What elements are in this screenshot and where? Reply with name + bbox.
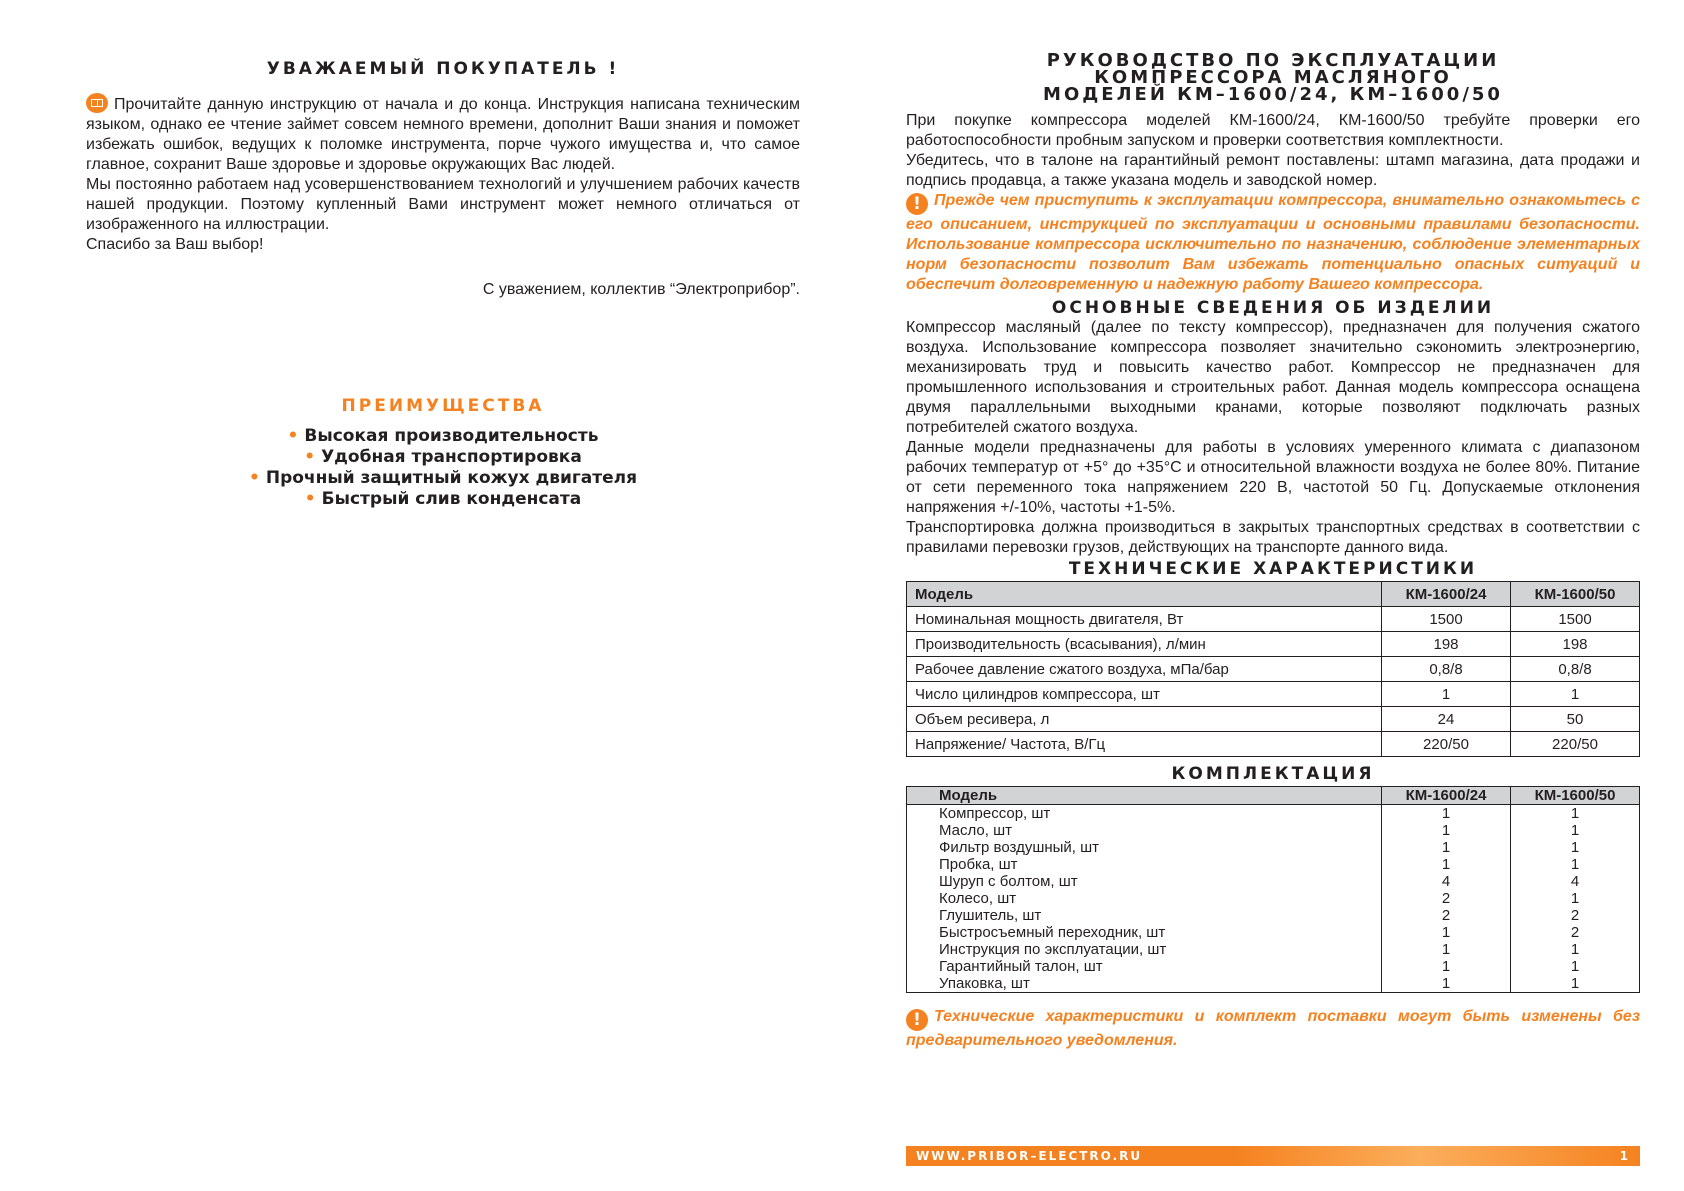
intro-paragraph: Прочитайте данную инструкцию от начала и до конца. Инструкция написана техническим языком, однако ее чтение займет совсем немного времени, дополнит Ваши знания и поможет избежать ошибок, ведущих к поломке инструмента, порче чужого имущества и, что самое главное, сохранит Ваше здоровье и здоровье окружающих Вас людей. [86, 96, 800, 173]
advantages-list [86, 426, 800, 510]
title-line: МОДЕЛЕЙ КМ–1600/24, КМ–1600/50 [1043, 84, 1503, 105]
table-row: Компрессор, шт 1 1 [907, 805, 1640, 823]
manual-title [906, 52, 1640, 103]
table-row: Номинальная мощность двигателя, Вт 1500 1500 [907, 607, 1640, 632]
table-row: Шуруп с болтом, шт 4 4 [907, 873, 1640, 890]
greeting-title: УВАЖАЕМЫЙ ПОКУПАТЕЛЬ ! [266, 59, 620, 79]
table-row: Упаковка, шт 1 1 [907, 975, 1640, 993]
change-notice: Технические характеристики и комплект поставки могут быть изменены без предварительного уведомления. [906, 1008, 1640, 1049]
footer-url[interactable]: WWW.PRIBOR–ELECTRO.RU [916, 1149, 1143, 1163]
table-row: Пробка, шт 1 1 [907, 856, 1640, 873]
footer-bar [906, 1146, 1640, 1166]
basics-paragraph-1: Компрессор масляный (далее по тексту компрессор), предназначен для получения сжатого воздуха. Использование компрессора позволяет значительно сэкономить электроэнергию, механизировать труд и повысить качество работ. Компрессор не предназначен для промышленного использования и строительных работ. Данная модель компрессора оснащена двумя параллельными выходными кранами, которые позволяют подключать разных потребителей сжатого воздуха. [906, 319, 1640, 436]
basics-paragraph-3: Транспортировка должна производиться в закрытых транспортных средствах в соответствии с правилами перевозки грузов, действующих на транспорте данного вида. [906, 519, 1640, 556]
table-row: Производительность (всасывания), л/мин 198 198 [907, 632, 1640, 657]
table-row: Быстросъемный переходник, шт 1 2 [907, 924, 1640, 941]
title-line: РУКОВОДСТВО ПО ЭКСПЛУАТАЦИИ [1046, 50, 1500, 71]
specs-table [906, 581, 1640, 757]
kit-table [906, 786, 1640, 993]
advantage-item: • Высокая производительность [287, 426, 599, 446]
basics-paragraph-2: Данные модели предназначены для работы в условиях умеренного климата с диапазоном рабочих температур от +5° до +35°С и относительной влажности воздуха не более 80%. Питание от сети переменного тока напряжением 220 В, частотой 50 Гц. Допускаемые отклонения напряжения +/-10%, частоты +1-5%. [906, 439, 1640, 516]
table-header-row: Модель КМ-1600/24 КМ-1600/50 [907, 787, 1640, 805]
page-number: 1 [1619, 1149, 1630, 1163]
signature: С уважением, коллектив “Электроприбор”. [482, 281, 800, 298]
basics-title: ОСНОВНЫЕ СВЕДЕНИЯ ОБ ИЗДЕЛИИ [1051, 298, 1495, 318]
warning-icon: ! [906, 193, 928, 215]
intro-block [86, 93, 800, 175]
table-row: Число цилиндров компрессора, шт 1 1 [907, 682, 1640, 707]
kit-title: КОМПЛЕКТАЦИЯ [1171, 764, 1375, 784]
warranty-paragraph: Убедитесь, что в талоне на гарантийный ремонт поставлены: штамп магазина, дата продажи и подпись продавца, а также указана модель и заводской номер. [906, 152, 1640, 189]
improvement-paragraph: Мы постоянно работаем над усовершенствованием технологий и улучшением рабочих качеств нашей продукции. Поэтому купленный Вами инструмент может немного отличаться от изображенного на иллюстрации. [86, 176, 800, 233]
advantage-item: • Удобная транспортировка [304, 447, 582, 467]
book-icon [86, 93, 108, 113]
title-line: КОМПРЕССОРА МАСЛЯНОГО [1094, 67, 1452, 88]
purchase-paragraph: При покупке компрессора моделей КМ-1600/24, КМ-1600/50 требуйте проверки его работоспособности пробным запуском и проверки соответствия комплектности. [906, 112, 1640, 149]
table-row: Рабочее давление сжатого воздуха, мПа/бар 0,8/8 0,8/8 [907, 657, 1640, 682]
advantage-item: • Прочный защитный кожух двигателя [248, 468, 638, 488]
warning-icon: ! [906, 1009, 928, 1031]
table-row: Фильтр воздушный, шт 1 1 [907, 839, 1640, 856]
table-row: Масло, шт 1 1 [907, 822, 1640, 839]
thanks-text: Спасибо за Ваш выбор! [86, 236, 264, 253]
table-header-row: Модель КМ-1600/24 КМ-1600/50 [907, 582, 1640, 607]
advantages-title: ПРЕИМУЩЕСТВА [341, 396, 545, 416]
table-row: Объем ресивера, л 24 50 [907, 707, 1640, 732]
table-row: Глушитель, шт 2 2 [907, 907, 1640, 924]
table-row: Колесо, шт 2 1 [907, 890, 1640, 907]
advantages-section [86, 397, 800, 510]
table-row: Гарантийный талон, шт 1 1 [907, 958, 1640, 975]
table-row: Напряжение/ Частота, В/Гц 220/50 220/50 [907, 732, 1640, 757]
table-row: Инструкция по эксплуатации, шт 1 1 [907, 941, 1640, 958]
specs-title: ТЕХНИЧЕСКИЕ ХАРАКТЕРИСТИКИ [1068, 559, 1478, 579]
change-notice-block [906, 1007, 1640, 1051]
warning-block [906, 191, 1640, 295]
warning-paragraph: Прежде чем приступить к эксплуатации компрессора, внимательно ознакомьтесь с его описанием, инструкцией по эксплуатации и основными правилами безопасности. Использование компрессора исключительно по назначению, соблюдение элементарных норм безопасности позволит Вам избежать потенциально опасных ситуаций и обеспечит долговременную и надежную работу Вашего компрессора. [906, 192, 1640, 293]
advantage-item: • Быстрый слив конденсата [304, 489, 582, 509]
right-page [842, 0, 1684, 1191]
